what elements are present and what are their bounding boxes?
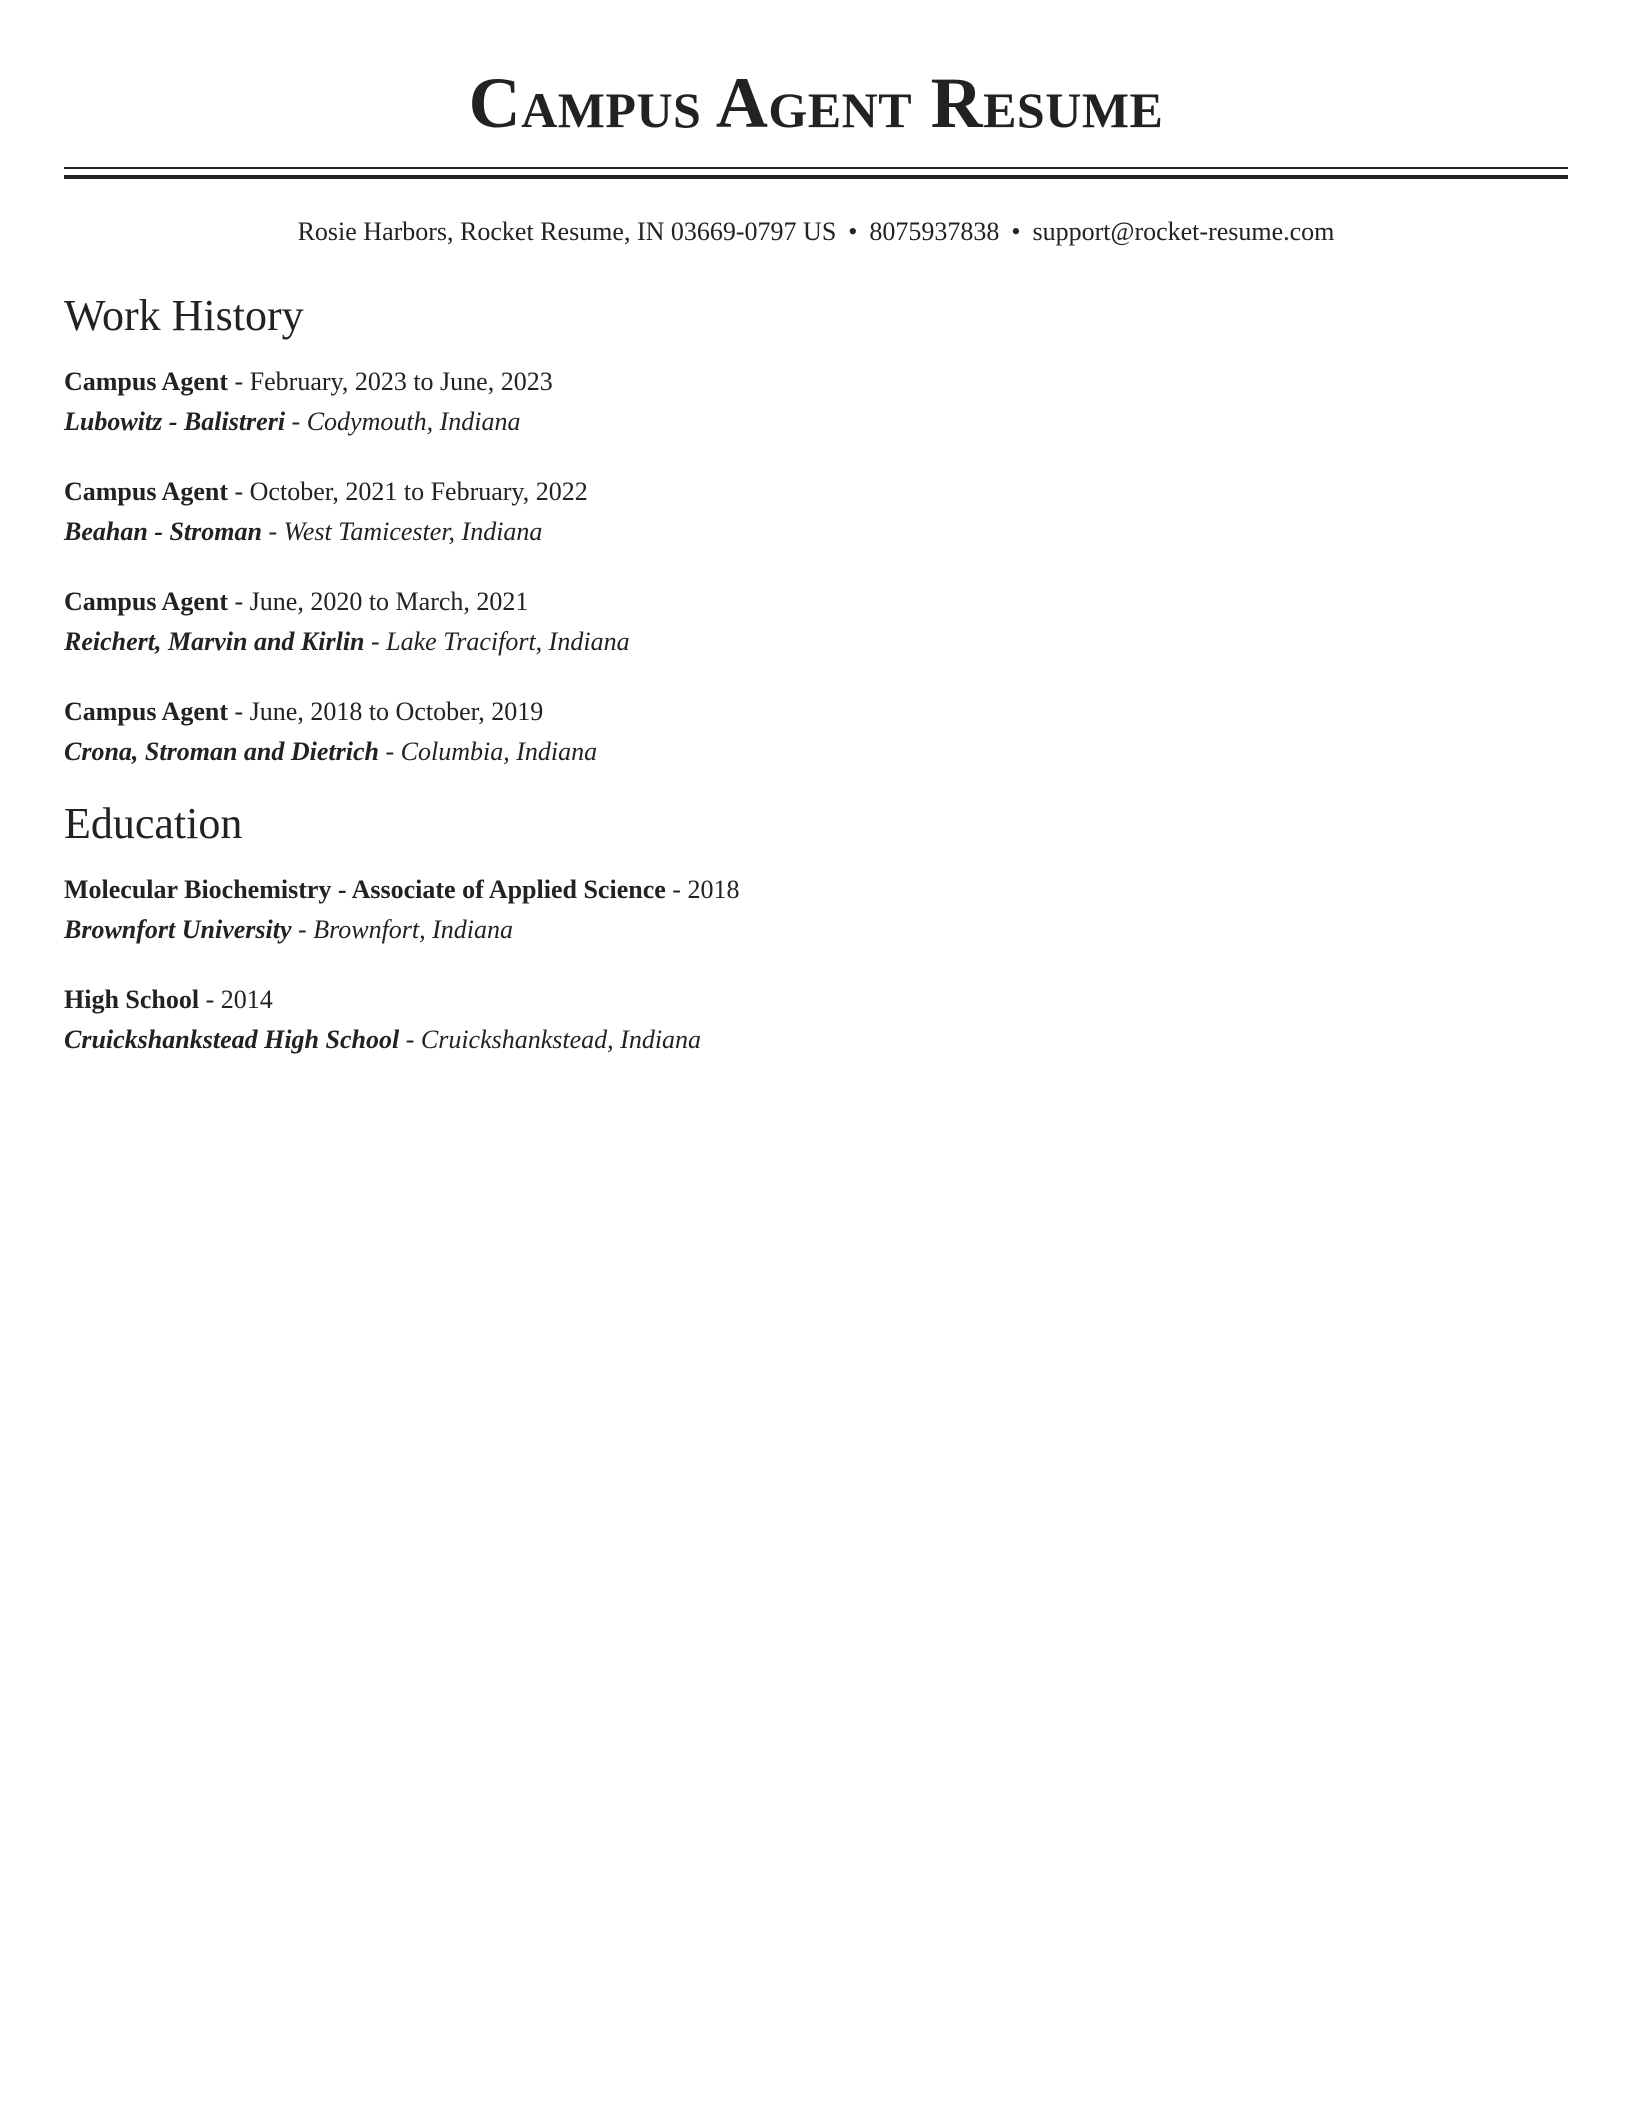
work-company: Crona, Stroman and Dietrich: [64, 737, 379, 766]
dash: -: [378, 737, 401, 766]
work-role: Campus Agent: [64, 697, 228, 726]
dash: -: [199, 985, 221, 1014]
dash: -: [227, 587, 250, 616]
education-location: Cruickshankstead, Indiana: [420, 1025, 702, 1054]
work-dates: June, 2018 to October, 2019: [249, 697, 544, 726]
education-entry-title-line: [64, 980, 1568, 1020]
contact-email: support@rocket-resume.com: [1032, 217, 1335, 246]
work-entry: [64, 472, 1568, 552]
work-entry-title-line: [64, 472, 1568, 512]
contact-separator: •: [1011, 217, 1021, 246]
work-entry-company-line: [64, 622, 1568, 662]
education-year: 2014: [220, 985, 273, 1014]
contact-address: Rosie Harbors, Rocket Resume, IN 03669-0797 US: [297, 217, 837, 246]
title-divider-thick: [64, 175, 1568, 179]
dash: -: [227, 367, 250, 396]
work-role: Campus Agent: [64, 587, 228, 616]
section-heading-education: Education: [64, 799, 243, 848]
work-role: Campus Agent: [64, 477, 228, 506]
education-degree: High School: [64, 985, 200, 1014]
work-entry-company-line: [64, 732, 1568, 772]
work-location: Codymouth, Indiana: [306, 407, 521, 436]
dash: -: [399, 1025, 421, 1054]
work-entry-title-line: [64, 692, 1568, 732]
dash: -: [227, 697, 250, 726]
education-school: Brownfort University: [64, 915, 292, 944]
contact-separator: •: [848, 217, 858, 246]
education-location: Brownfort, Indiana: [313, 915, 514, 944]
work-entry: [64, 692, 1568, 772]
work-location: Columbia, Indiana: [400, 737, 598, 766]
work-role: Campus Agent: [64, 367, 228, 396]
dash: -: [227, 477, 250, 506]
education-entry-title-line: [64, 870, 1568, 910]
education-entry-school-line: [64, 910, 1568, 950]
work-location: Lake Tracifort, Indiana: [386, 627, 630, 656]
work-dates: June, 2020 to March, 2021: [249, 587, 529, 616]
dash: -: [665, 875, 688, 904]
work-entry: [64, 582, 1568, 662]
resume-title: Campus Agent Resume: [468, 63, 1164, 143]
education-entry: [64, 870, 1568, 950]
work-dates: February, 2023 to June, 2023: [249, 367, 553, 396]
education-degree: Molecular Biochemistry - Associate of Applied Science: [64, 875, 666, 904]
education-school: Cruickshankstead High School: [64, 1025, 400, 1054]
work-entry: [64, 362, 1568, 442]
contact-phone: 8075937838: [869, 217, 1000, 246]
education-year: 2018: [687, 875, 740, 904]
work-company: Beahan - Stroman: [64, 517, 262, 546]
dash: -: [291, 915, 314, 944]
section-heading-work-history: Work History: [64, 291, 304, 340]
contact-line: [64, 212, 1568, 252]
work-location: West Tamicester, Indiana: [283, 517, 543, 546]
dash: -: [261, 517, 284, 546]
work-entry-company-line: [64, 512, 1568, 552]
work-dates: October, 2021 to February, 2022: [249, 477, 588, 506]
education-entry-school-line: [64, 1020, 1568, 1060]
work-entry-title-line: [64, 582, 1568, 622]
work-company: Lubowitz - Balistreri: [64, 407, 286, 436]
work-company: Reichert, Marvin and Kirlin: [64, 627, 365, 656]
dash: -: [285, 407, 307, 436]
dash: -: [364, 627, 387, 656]
work-entry-company-line: [64, 402, 1568, 442]
work-entry-title-line: [64, 362, 1568, 402]
title-divider-thin: [64, 167, 1568, 169]
education-entry: [64, 980, 1568, 1060]
